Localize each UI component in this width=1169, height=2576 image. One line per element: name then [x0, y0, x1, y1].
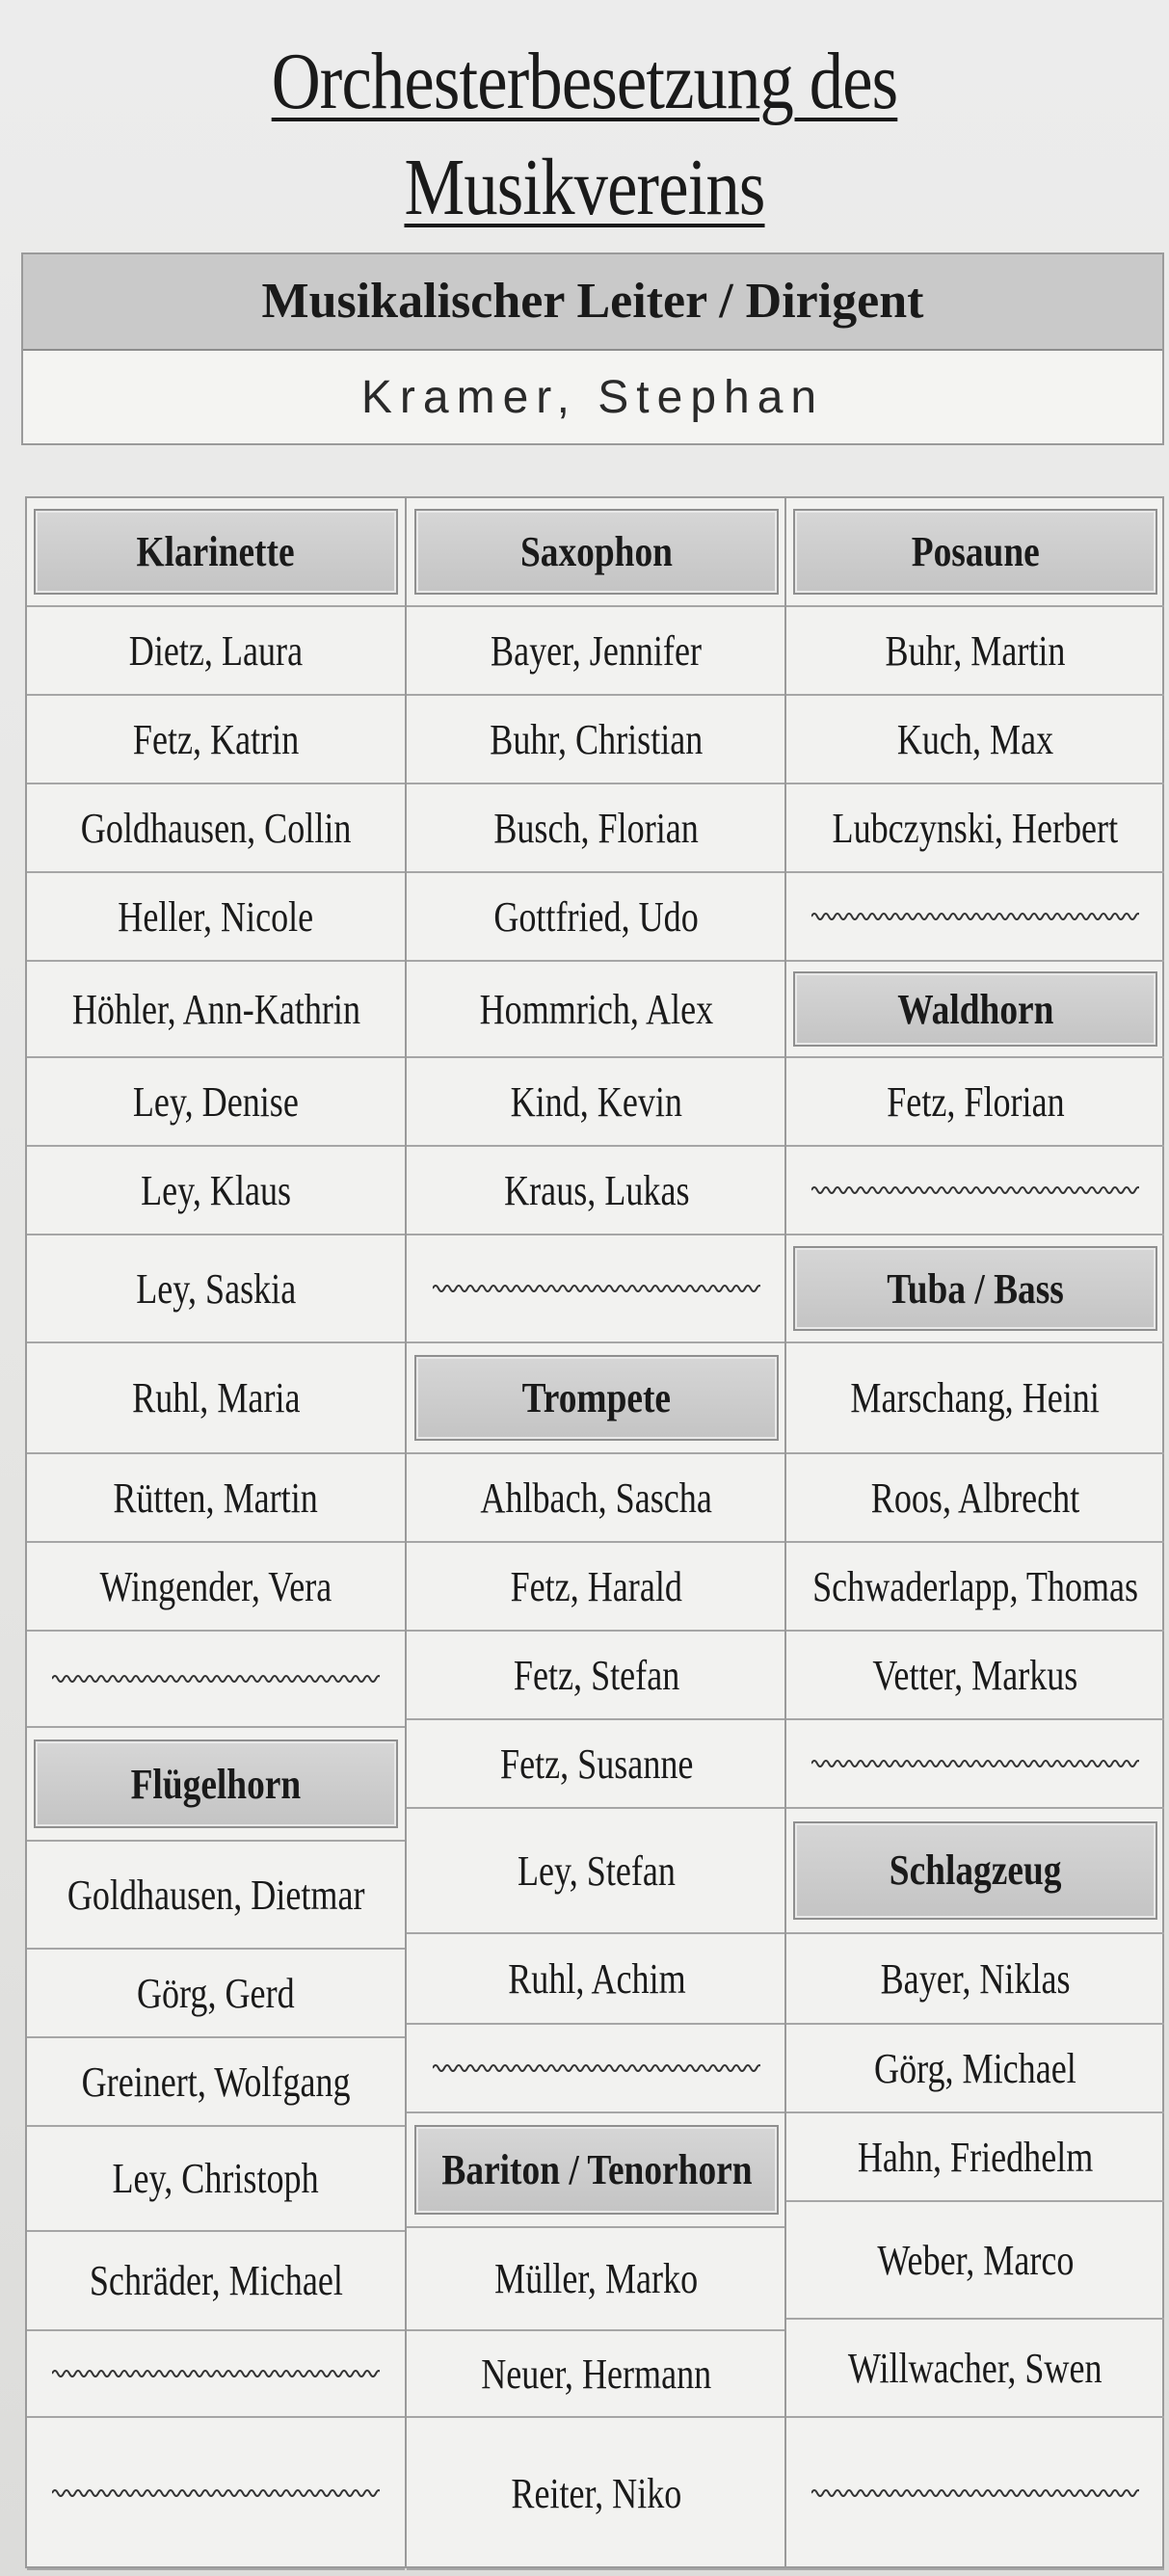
member-name: Görg, Gerd	[137, 1969, 295, 2017]
member-name: Wingender, Vera	[99, 1562, 332, 1610]
section-header-label: Schlagzeug	[889, 1846, 1062, 1895]
member-name: Hommrich, Alex	[479, 985, 714, 1033]
member-name: Görg, Michael	[874, 2044, 1076, 2092]
member-cell	[407, 1934, 786, 2025]
member-name: Ruhl, Maria	[131, 1374, 301, 1421]
member-cell	[27, 2127, 405, 2232]
member-name: Kraus, Lukas	[503, 1166, 690, 1214]
member-name: Ahlbach, Sascha	[480, 1474, 713, 1522]
member-name: Fetz, Florian	[886, 1077, 1065, 1126]
placeholder-squiggle-icon	[52, 2364, 380, 2383]
section-header-cell	[407, 498, 786, 607]
section-header	[793, 509, 1157, 594]
member-cell	[407, 2331, 786, 2418]
member-name: Höhler, Ann-Kathrin	[71, 985, 360, 1033]
member-name: Fetz, Susanne	[499, 1739, 694, 1788]
member-cell	[786, 696, 1164, 784]
member-cell	[407, 962, 786, 1058]
member-cell	[407, 1632, 786, 1720]
member-cell	[407, 1543, 786, 1632]
member-name: Roos, Albrecht	[870, 1474, 1080, 1522]
member-cell	[27, 696, 405, 784]
placeholder-squiggle-icon	[52, 2483, 380, 2503]
section-header	[414, 1355, 779, 1442]
member-name: Reiter, Niko	[511, 2469, 682, 2517]
roster-column	[784, 498, 1164, 2566]
section-header-cell	[786, 1235, 1164, 1343]
member-cell	[786, 1343, 1164, 1454]
member-name: Gottfried, Udo	[493, 892, 700, 941]
member-name: Heller, Nicole	[118, 892, 314, 941]
section-header-cell	[407, 2113, 786, 2228]
section-header	[793, 1821, 1157, 1919]
section-header-label: Posaune	[911, 527, 1040, 575]
section-header	[414, 2125, 779, 2215]
member-cell	[407, 784, 786, 873]
member-cell	[786, 2202, 1164, 2320]
member-name: Ley, Christoph	[112, 2155, 320, 2202]
member-name: Greinert, Wolfgang	[81, 2058, 351, 2106]
member-name: Marschang, Heini	[850, 1374, 1101, 1421]
conductor-heading: Musikalischer Leiter / Dirigent	[23, 254, 1162, 351]
section-header-cell	[407, 1343, 786, 1454]
section-header	[793, 971, 1157, 1047]
section-header-label: Saxophon	[519, 527, 673, 575]
section-header	[34, 509, 398, 594]
member-name: Bayer, Niklas	[880, 1954, 1071, 2003]
section-header-label: Trompete	[521, 1374, 672, 1421]
section-header-cell	[786, 1809, 1164, 1934]
member-cell	[407, 1720, 786, 1809]
member-name: Lubczynski, Herbert	[832, 804, 1119, 852]
member-cell	[27, 1147, 405, 1235]
member-cell	[27, 2038, 405, 2127]
member-cell	[27, 1343, 405, 1454]
placeholder-squiggle-icon	[52, 1669, 380, 1688]
member-name: Goldhausen, Dietmar	[66, 1871, 365, 1919]
member-cell	[407, 873, 786, 962]
placeholder-squiggle-icon	[811, 907, 1139, 926]
section-header-cell	[27, 1728, 405, 1842]
section-header-label: Flügelhorn	[130, 1760, 302, 1808]
roster-column	[27, 498, 405, 2566]
section-header-cell	[27, 498, 405, 607]
member-name: Fetz, Stefan	[513, 1651, 680, 1699]
member-name: Fetz, Harald	[510, 1562, 683, 1610]
empty-cell	[27, 1632, 405, 1728]
member-cell	[27, 1454, 405, 1543]
member-name: Kind, Kevin	[510, 1077, 683, 1126]
member-name: Dietz, Laura	[128, 626, 304, 675]
member-name: Ley, Klaus	[141, 1166, 291, 1214]
member-cell	[786, 1454, 1164, 1543]
member-cell	[786, 784, 1164, 873]
member-cell	[407, 2418, 786, 2570]
member-cell	[407, 1058, 786, 1147]
section-header-label: Bariton / Tenorhorn	[440, 2146, 753, 2193]
empty-cell	[407, 2025, 786, 2113]
member-cell	[786, 1543, 1164, 1632]
member-cell	[27, 1950, 405, 2038]
member-name: Ley, Denise	[133, 1077, 299, 1126]
member-cell	[407, 1809, 786, 1934]
empty-cell	[27, 2418, 405, 2570]
member-cell	[27, 1235, 405, 1343]
member-cell	[786, 607, 1164, 696]
empty-cell	[786, 2418, 1164, 2570]
member-name: Schräder, Michael	[89, 2257, 343, 2304]
section-header-label: Tuba / Bass	[887, 1264, 1064, 1313]
member-cell	[27, 2232, 405, 2331]
roster-column	[405, 498, 786, 2566]
member-name: Neuer, Hermann	[481, 2350, 712, 2398]
section-header	[793, 1246, 1157, 1331]
member-name: Buhr, Christian	[490, 715, 704, 763]
member-name: Ley, Stefan	[518, 1846, 676, 1895]
section-header-label: Klarinette	[136, 527, 296, 575]
placeholder-squiggle-icon	[433, 1279, 760, 1298]
member-name: Goldhausen, Collin	[80, 804, 352, 852]
empty-cell	[786, 1720, 1164, 1809]
section-header-cell	[786, 498, 1164, 607]
member-cell	[786, 2025, 1164, 2113]
member-name: Willwacher, Swen	[848, 2344, 1103, 2392]
empty-cell	[407, 1235, 786, 1343]
member-cell	[27, 962, 405, 1058]
member-name: Fetz, Katrin	[132, 715, 300, 763]
member-cell	[27, 1842, 405, 1950]
section-header	[414, 509, 779, 594]
member-name: Bayer, Jennifer	[491, 626, 703, 675]
member-name: Vetter, Markus	[872, 1651, 1078, 1699]
member-name: Schwaderlapp, Thomas	[812, 1562, 1139, 1610]
conductor-name: Kramer, Stephan	[360, 372, 825, 423]
member-name: Buhr, Martin	[885, 626, 1066, 675]
member-name: Hahn, Friedhelm	[857, 2133, 1094, 2181]
conductor-box	[21, 252, 1164, 445]
member-cell	[786, 2113, 1164, 2202]
member-cell	[27, 784, 405, 873]
member-name: Busch, Florian	[493, 804, 700, 852]
member-name: Ruhl, Achim	[507, 1954, 686, 2003]
member-cell	[786, 1632, 1164, 1720]
member-name: Rütten, Martin	[113, 1474, 319, 1522]
member-cell	[786, 1934, 1164, 2025]
member-cell	[786, 2320, 1164, 2418]
member-cell	[786, 1058, 1164, 1147]
member-name: Müller, Marko	[494, 2255, 699, 2302]
member-cell	[27, 1058, 405, 1147]
member-name: Kuch, Max	[896, 715, 1054, 763]
empty-cell	[27, 2331, 405, 2418]
roster-table	[25, 496, 1164, 2568]
member-cell	[407, 607, 786, 696]
member-cell	[407, 696, 786, 784]
placeholder-squiggle-icon	[811, 1181, 1139, 1200]
member-name: Ley, Saskia	[136, 1264, 296, 1313]
placeholder-squiggle-icon	[433, 2058, 760, 2078]
empty-cell	[786, 1147, 1164, 1235]
member-cell	[27, 1543, 405, 1632]
member-name: Weber, Marco	[876, 2236, 1074, 2284]
section-header-cell	[786, 962, 1164, 1058]
placeholder-squiggle-icon	[811, 2483, 1139, 2503]
member-cell	[407, 2228, 786, 2331]
section-header	[34, 1739, 398, 1828]
member-cell	[27, 607, 405, 696]
placeholder-squiggle-icon	[811, 1754, 1139, 1773]
empty-cell	[786, 873, 1164, 962]
member-cell	[407, 1147, 786, 1235]
member-cell	[27, 873, 405, 962]
page-title: Orchesterbesetzung des Musikvereins	[271, 37, 898, 232]
member-cell	[407, 1454, 786, 1543]
section-header-label: Waldhorn	[896, 985, 1054, 1033]
